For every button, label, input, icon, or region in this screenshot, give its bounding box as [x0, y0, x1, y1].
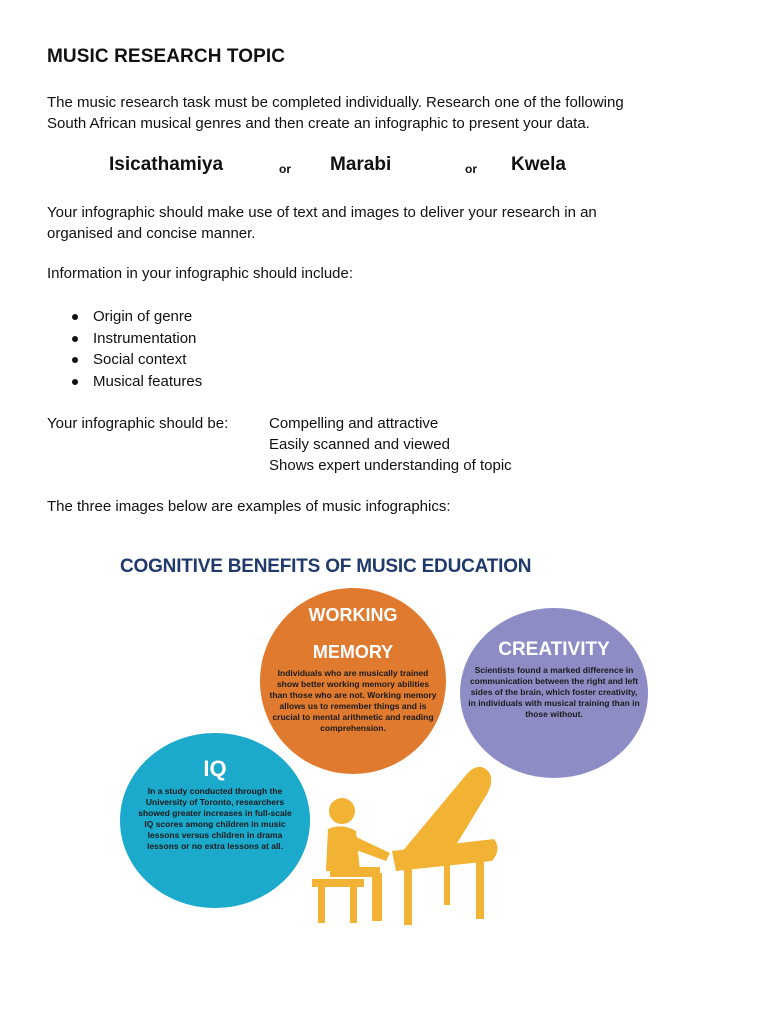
creativity-body: Scientists found a marked difference in communication between the right and left sides of the brain, which foster creativity, in individuals with musical training than in those without.: [468, 665, 640, 719]
iq-circle: [120, 733, 310, 908]
or-separator: or: [465, 162, 477, 176]
working-memory-heading: WORKING: [308, 605, 398, 625]
list-item: Musical features: [70, 371, 202, 393]
intro-line: The music research task must be completed individually. Research one of the following: [47, 94, 624, 111]
list-item: Social context: [70, 349, 202, 371]
infographic-instructions: [47, 202, 597, 244]
examples-intro: The three images below are examples of music infographics:: [47, 498, 451, 515]
iq-heading: IQ: [203, 756, 227, 781]
working-memory-heading: MEMORY: [312, 642, 394, 662]
intro-paragraph: [47, 92, 624, 134]
working-memory-circle: [260, 588, 446, 774]
instructions-line: organised and concise manner.: [47, 225, 256, 242]
list-item: Origin of genre: [70, 306, 202, 328]
iq-body: In a study conducted through the University of Toronto, researchers showed greater increases in full-scale IQ scores among children in music lessons versus children in drama lessons or no extra lessons at all.: [138, 786, 292, 851]
page-title: MUSIC RESEARCH TOPIC: [47, 46, 286, 67]
genre-marabi: Marabi: [330, 154, 392, 175]
list-item: Instrumentation: [70, 328, 202, 350]
pianist-at-grand-piano-icon: [306, 753, 506, 928]
criteria-item: Shows expert understanding of topic: [269, 457, 512, 474]
criteria-label: Your infographic should be:: [47, 415, 229, 432]
intro-line: South African musical genres and then create an infographic to present your data.: [47, 115, 590, 132]
genre-isicathamiya: Isicathamiya: [109, 154, 224, 175]
include-list: [70, 306, 202, 392]
infographic-image: [110, 548, 660, 928]
criteria-item: Compelling and attractive: [269, 415, 439, 432]
instructions-line: Your infographic should make use of text and images to deliver your research in an: [47, 204, 597, 221]
include-heading: Information in your infographic should include:: [47, 265, 354, 282]
genre-kwela: Kwela: [511, 154, 566, 175]
infographic-title: COGNITIVE BENEFITS OF MUSIC EDUCATION: [120, 556, 532, 577]
genre-options: [0, 154, 768, 184]
working-memory-body: Individuals who are musically trained show better working memory abilities than those who are not. Working memory allows us to remember things and is crucial to mental arithmetic and reading comprehension.: [269, 668, 437, 733]
creativity-heading: CREATIVITY: [498, 639, 610, 660]
criteria-list: [269, 413, 512, 476]
criteria-item: Easily scanned and viewed: [269, 436, 450, 453]
or-separator: or: [279, 162, 291, 176]
